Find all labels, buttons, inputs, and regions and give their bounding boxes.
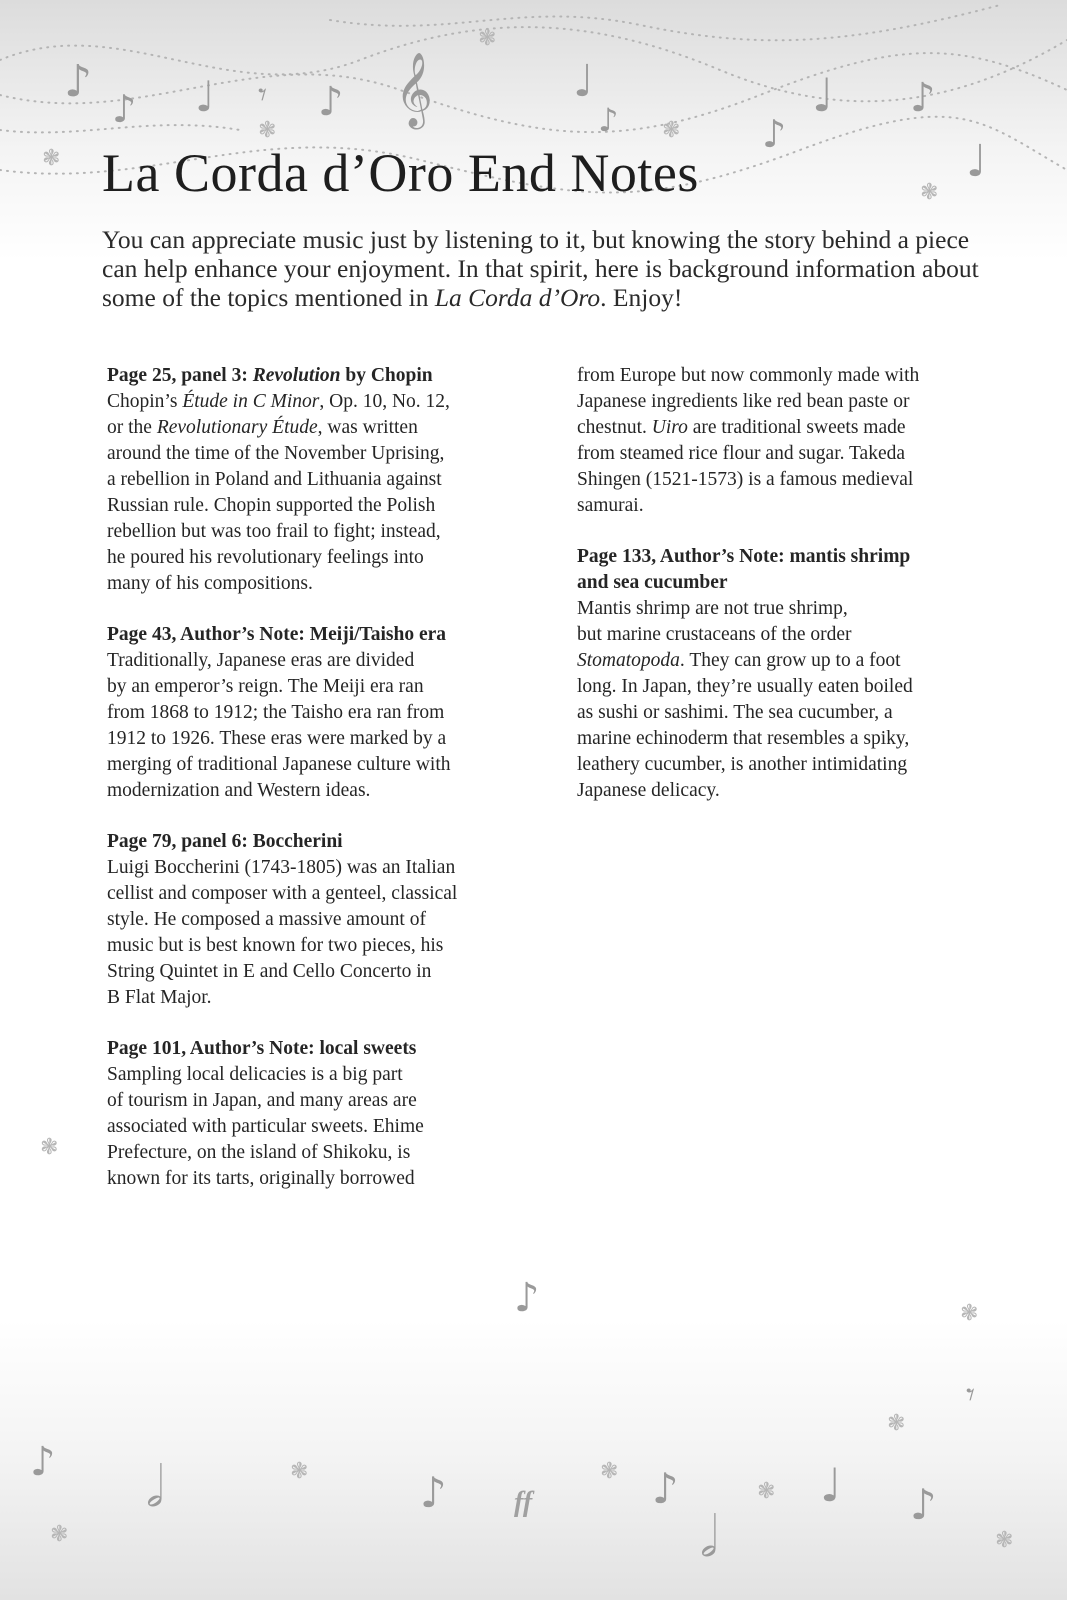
note-text: associated with particular sweets. Ehime xyxy=(107,1116,424,1137)
note-text: he poured his revolutionary feelings into xyxy=(107,547,424,568)
note-line xyxy=(577,778,967,804)
note-text: but marine crustaceans of the order xyxy=(577,624,852,645)
quarter-note-icon: ♩ xyxy=(812,68,834,122)
note-heading-text: Page 25, panel 3: xyxy=(107,365,253,386)
note-line xyxy=(107,959,497,985)
note-text: Luigi Boccherini (1743-1805) was an Italian xyxy=(107,857,456,878)
note-text: many of his compositions. xyxy=(107,573,313,594)
note-body xyxy=(577,363,967,519)
note-text: 1912 to 1926. These eras were marked by a xyxy=(107,728,447,749)
flower-icon: ❃ xyxy=(258,118,277,143)
note-heading-text: and sea cucumber xyxy=(577,572,728,593)
note-text: style. He composed a massive amount of xyxy=(107,909,426,930)
note-line xyxy=(107,752,497,778)
note-line xyxy=(107,493,497,519)
note-line xyxy=(107,571,497,597)
flower-icon: ❃ xyxy=(478,26,497,51)
note-line xyxy=(107,778,497,804)
fortissimo-mark: ff xyxy=(514,1487,533,1518)
note-line xyxy=(107,545,497,571)
note-heading-text: Page 79, panel 6: Boccherini xyxy=(107,831,343,852)
flower-icon: ❃ xyxy=(50,1522,69,1547)
note-line xyxy=(577,389,967,415)
note-body xyxy=(577,596,967,804)
note-text: Sampling local delicacies is a big part xyxy=(107,1064,403,1085)
eighth-note-icon: ♪ xyxy=(30,1439,56,1485)
note-text: known for its tarts, originally borrowed xyxy=(107,1168,415,1189)
note-heading-text: Page 101, Author’s Note: local sweets xyxy=(107,1038,417,1059)
note-line xyxy=(107,389,497,415)
flower-icon: ❃ xyxy=(662,118,681,143)
intro-text: . Enjoy! xyxy=(600,283,683,312)
eighth-note-icon: ♪ xyxy=(112,87,137,131)
note-line xyxy=(577,363,967,389)
note-line xyxy=(577,622,967,648)
note-text: Chopin’s xyxy=(107,391,183,412)
note-line xyxy=(107,1088,497,1114)
note-text: Revolutionary Étude xyxy=(156,417,318,438)
note-text: Prefecture, on the island of Shikoku, is xyxy=(107,1142,411,1163)
dotted-staff-line xyxy=(330,5,1000,40)
eighth-note-icon: ♪ xyxy=(514,1275,540,1321)
note-text: from steamed rice flour and sugar. Takeda xyxy=(577,443,906,464)
note-heading xyxy=(107,622,497,648)
flower-icon: ❃ xyxy=(995,1528,1014,1553)
eighth-note-icon: ♪ xyxy=(910,75,936,121)
note-heading-text: Page 133, Author’s Note: mantis shrimp xyxy=(577,546,911,567)
note-entry xyxy=(107,1036,497,1192)
note-line xyxy=(107,467,497,493)
eighth-note-icon: ♪ xyxy=(652,1464,679,1513)
note-line xyxy=(107,726,497,752)
eighth-note-icon: ♪ xyxy=(598,101,619,139)
flower-icon: ❃ xyxy=(600,1459,619,1484)
note-entry xyxy=(577,363,967,519)
note-text: rebellion but was too frail to fight; instead, xyxy=(107,521,441,542)
note-body xyxy=(107,1062,497,1192)
note-heading-text: by Chopin xyxy=(340,365,433,386)
note-text: samurai. xyxy=(577,495,644,516)
note-line xyxy=(107,933,497,959)
note-text: , was written xyxy=(317,417,418,438)
note-line xyxy=(107,441,497,467)
note-text: modernization and Western ideas. xyxy=(107,780,371,801)
note-line xyxy=(107,519,497,545)
note-text: Traditionally, Japanese eras are divided xyxy=(107,650,415,671)
note-text: Japanese delicacy. xyxy=(577,780,720,801)
note-text: Russian rule. Chopin supported the Polish xyxy=(107,495,436,516)
note-text: from 1868 to 1912; the Taisho era ran from xyxy=(107,702,445,723)
note-line xyxy=(107,881,497,907)
note-entry xyxy=(107,829,497,1011)
quarter-note-icon: ♩ xyxy=(573,56,594,107)
note-line xyxy=(107,985,497,1011)
flower-icon: ❃ xyxy=(887,1411,906,1436)
note-text: merging of traditional Japanese culture with xyxy=(107,754,451,775)
note-line xyxy=(577,700,967,726)
note-text: around the time of the November Uprising, xyxy=(107,443,445,464)
note-text: chestnut. xyxy=(577,417,652,438)
note-text: of tourism in Japan, and many areas are xyxy=(107,1090,417,1111)
intro-paragraph xyxy=(102,225,992,312)
eighth-note-icon: ♪ xyxy=(420,1468,447,1517)
note-text: cellist and composer with a genteel, classical xyxy=(107,883,458,904)
intro-text: You can appreciate music just by listening to it, but knowing the story behind a piece can help enhance your enjoyment. In that spirit, here is background information about some of the topics mentioned in xyxy=(102,225,979,312)
flower-icon: ❃ xyxy=(42,146,61,171)
note-line xyxy=(577,648,967,674)
note-text: Uiro xyxy=(651,417,688,438)
note-text: from Europe but now commonly made with xyxy=(577,365,920,386)
flower-icon: ❃ xyxy=(40,1135,59,1160)
note-line xyxy=(577,415,967,441)
left-column xyxy=(107,363,497,1217)
note-text: String Quintet in E and Cello Concerto in xyxy=(107,961,432,982)
quarter-note-icon: ♩ xyxy=(966,136,987,187)
note-text: are traditional sweets made xyxy=(687,417,906,438)
note-line xyxy=(107,1140,497,1166)
note-text: B Flat Major. xyxy=(107,987,212,1008)
note-line xyxy=(107,700,497,726)
note-heading xyxy=(107,363,497,389)
note-text: a rebellion in Poland and Lithuania against xyxy=(107,469,442,490)
note-entry xyxy=(107,363,497,597)
note-heading-text: Revolution xyxy=(252,365,341,386)
note-heading xyxy=(577,544,967,570)
dotted-staff-line xyxy=(0,27,1067,101)
note-line xyxy=(107,907,497,933)
quarter-note-icon: ♩ xyxy=(820,1458,842,1512)
note-text: or the xyxy=(107,417,157,438)
page-title: La Corda d’Oro End Notes xyxy=(102,143,699,203)
intro-italic-title: La Corda d’Oro xyxy=(434,283,601,312)
note-body xyxy=(107,648,497,804)
note-heading xyxy=(107,1036,497,1062)
right-column xyxy=(577,363,967,829)
note-line xyxy=(577,467,967,493)
note-text: as sushi or sashimi. The sea cucumber, a xyxy=(577,702,893,723)
note-text: music but is best known for two pieces, his xyxy=(107,935,444,956)
note-line xyxy=(107,1114,497,1140)
note-heading-text: Page 43, Author’s Note: Meiji/Taisho era xyxy=(107,624,447,645)
note-text: Étude in C Minor xyxy=(182,391,320,412)
note-text: Shingen (1521-1573) is a famous medieval xyxy=(577,469,914,490)
note-body xyxy=(107,389,497,597)
eighth-note-icon: ♪ xyxy=(910,1480,937,1529)
note-line xyxy=(577,752,967,778)
note-line xyxy=(107,855,497,881)
note-heading xyxy=(107,829,497,855)
note-line xyxy=(577,674,967,700)
note-entry xyxy=(107,622,497,804)
note-line xyxy=(577,441,967,467)
flower-icon: ❃ xyxy=(920,180,939,205)
note-line xyxy=(107,1062,497,1088)
eighth-note-icon: ♪ xyxy=(762,112,787,156)
eighth-note-icon: ♪ xyxy=(64,56,93,107)
note-heading xyxy=(577,570,967,596)
rest-icon: 𝄾 xyxy=(258,75,268,115)
note-body xyxy=(107,855,497,1011)
note-entry xyxy=(577,544,967,804)
note-text: . They can grow up to a foot xyxy=(679,650,901,671)
note-line xyxy=(107,415,497,441)
note-line xyxy=(107,1166,497,1192)
eighth-note-icon: ♪ xyxy=(318,79,344,125)
note-text: Stomatopoda xyxy=(577,650,680,671)
note-line xyxy=(577,596,967,622)
treble-clef-icon: 𝄞 xyxy=(395,53,433,127)
half-note-icon: 𝅗𝅥 xyxy=(146,1455,164,1520)
note-text: Mantis shrimp are not true shrimp, xyxy=(577,598,848,619)
note-line xyxy=(577,726,967,752)
note-text: marine echinoderm that resembles a spiky, xyxy=(577,728,910,749)
flower-icon: ❃ xyxy=(960,1301,979,1326)
note-text: , Op. 10, No. 12, xyxy=(319,391,450,412)
note-text: by an emperor’s reign. The Meiji era ran xyxy=(107,676,424,697)
quarter-note-icon: ♩ xyxy=(195,72,215,121)
note-line xyxy=(107,674,497,700)
note-text: leathery cucumber, is another intimidating xyxy=(577,754,908,775)
note-line xyxy=(577,493,967,519)
note-line xyxy=(107,648,497,674)
half-note-icon: 𝅗𝅥 xyxy=(700,1505,718,1570)
rest-icon: 𝄾 xyxy=(966,1375,976,1415)
dotted-staff-line xyxy=(0,53,1067,132)
note-text: long. In Japan, they’re usually eaten boiled xyxy=(577,676,913,697)
note-text: Japanese ingredients like red bean paste or xyxy=(577,391,910,412)
flower-icon: ❃ xyxy=(757,1479,776,1504)
flower-icon: ❃ xyxy=(290,1459,309,1484)
